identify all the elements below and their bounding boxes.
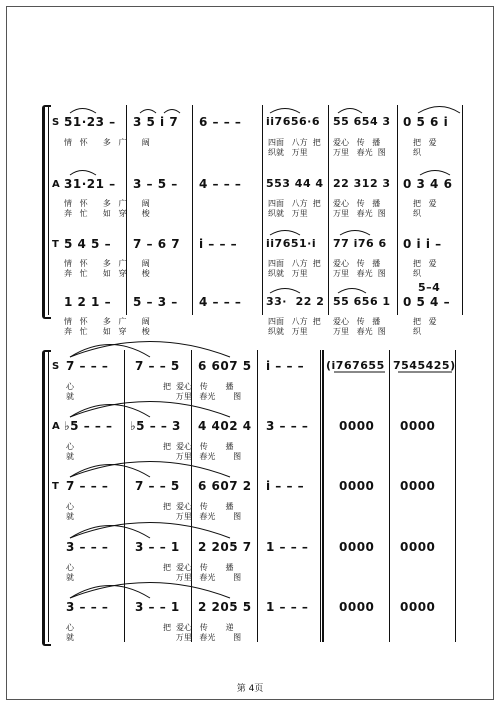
notes-t-m5: 77 i76 6 [333, 237, 387, 250]
notes-t-m2: 7 – 6 7 [133, 237, 181, 251]
lyric-t-4b: 织 [413, 269, 421, 278]
lyric-b-2: 四面 八方 把 [268, 317, 321, 326]
notes-s2-m6: 7545425) [393, 359, 456, 372]
slur [70, 171, 96, 176]
notes-a2-m6: 0000 [400, 419, 436, 433]
notes-t2-m5: 0000 [339, 479, 375, 493]
notes-b2-m1: 3 – – – [66, 540, 109, 554]
tie [70, 345, 150, 358]
lyric-t-1b: 奔 忙 如 穿 梭 [64, 269, 150, 278]
notes-b2-m5: 0000 [339, 540, 375, 554]
notes-t2-m1: 7 – – – [66, 479, 109, 493]
lyric-b-3b: 万里 春光 图 [333, 327, 386, 336]
lyric-s2-b: 就 万里 春光 图 [66, 392, 242, 401]
lyric-t2-a: 心 把 爱心 传 播 [66, 502, 234, 511]
notes-a2-m4: 3 – – – [266, 419, 309, 433]
tie [70, 342, 230, 358]
lyric-s-4: 把 爱 [413, 138, 437, 147]
notes-b3-m2: 3 – – 1 [135, 600, 180, 614]
tie [70, 402, 230, 418]
notes-a-m4: 553 44 4 [266, 177, 324, 190]
notes-b-m3: 4 – – – [199, 295, 242, 309]
lyric-s-2b: 织就 万里 [268, 148, 308, 157]
notes-b-m6: 0 5 4 – [403, 295, 451, 309]
notes-b2-m4: 1 – – – [266, 540, 309, 554]
lyric-s-3b: 万里 春光 图 [333, 148, 386, 157]
notes-s2-m4: i – – – [266, 359, 305, 373]
notes-b-m2: 5 – 3 – [133, 295, 178, 309]
lyric-t-2b: 织就 万里 [268, 269, 308, 278]
notes-b2-m2: 3 – – 1 [135, 540, 180, 554]
notes-s2-m3: 6 607 5 [198, 359, 252, 373]
slur [338, 289, 366, 294]
slur [70, 109, 96, 114]
lyric-a-2: 四面 八方 把 [268, 199, 321, 208]
lyric-b-1b: 奔 忙 如 穿 梭 [64, 327, 150, 336]
notes-s-m4: ii7656·6 [266, 115, 320, 128]
notes-t-m6: 0 i i – [403, 237, 442, 251]
notes-b-m4: 33· 22 2 [266, 295, 325, 308]
slur [270, 289, 300, 294]
notes-b-extra: 5–4 [418, 281, 441, 294]
notes-a2-m5: 0000 [339, 419, 375, 433]
lyric-s2-a: 心 把 爱心 传 播 [66, 382, 234, 391]
lyric-a2-a: 心 把 爱心 传 播 [66, 442, 234, 451]
notes-b2-m6: 0000 [400, 540, 436, 554]
notes-s-m5: 55 654 3 [333, 115, 391, 128]
part-label-s: S [52, 361, 60, 372]
notes-s-m3: 6 – – – [199, 115, 242, 129]
part-label-t: T [52, 481, 59, 492]
notes-t-m3: i – – – [199, 237, 238, 251]
part-label-s: S [52, 117, 60, 128]
lyric-a-2b: 织就 万里 [268, 209, 308, 218]
lyric-t-1: 情 怀 多 广 阔 [64, 259, 150, 268]
notes-t-m4: ii7651·i [266, 237, 317, 250]
lyric-b-2b: 织就 万里 [268, 327, 308, 336]
notes-a-m1: 31·21 – [64, 177, 116, 191]
notes-b3-m5: 0000 [339, 600, 375, 614]
lyric-t-2: 四面 八方 把 [268, 259, 321, 268]
notes-t-m1: 5 4 5 – [64, 237, 112, 251]
lyric-a2-b: 就 万里 春光 图 [66, 452, 242, 461]
lyric-t-3: 爱心 传 播 [333, 259, 381, 268]
slur [140, 110, 156, 114]
lyric-b2-a: 心 把 爱心 传 播 [66, 563, 234, 572]
notes-t2-m2: 7 – – 5 [135, 479, 180, 493]
notes-b3-m1: 3 – – – [66, 600, 109, 614]
lyric-b-4b: 织 [413, 327, 421, 336]
lyric-b3-b: 就 万里 春光 图 [66, 633, 242, 642]
lyric-t-3b: 万里 春光 图 [333, 269, 386, 278]
tie [70, 405, 150, 418]
lyric-a-4b: 织 [413, 209, 421, 218]
notes-t2-m4: i – – – [266, 479, 305, 493]
notes-b-m5: 55 656 1 [333, 295, 391, 308]
lyric-b2-b: 就 万里 春光 图 [66, 573, 242, 582]
notes-a-m2: 3 – 5 – [133, 177, 178, 191]
lyric-s-2: 四面 八方 把 [268, 138, 321, 147]
tie [70, 526, 150, 539]
notes-t2-m6: 0000 [400, 479, 436, 493]
lyric-t-4: 把 爱 [413, 259, 437, 268]
tie [70, 586, 150, 599]
slur [270, 109, 300, 114]
tie [70, 523, 230, 539]
notes-a2-m3: 4 402 4 [198, 419, 252, 433]
notes-b3-m6: 0000 [400, 600, 436, 614]
notes-a-m6: 0 3 4 6 [403, 177, 453, 191]
lyric-t2-b: 就 万里 春光 图 [66, 512, 242, 521]
lyric-a-1b: 奔 忙 如 穿 梭 [64, 209, 150, 218]
slur [338, 109, 362, 114]
lyric-a-3b: 万里 春光 图 [333, 209, 386, 218]
lyric-s-3: 爱心 传 播 [333, 138, 381, 147]
notes-a2-m2: ♭5 – – 3 [130, 419, 181, 433]
lyric-a-1: 情 怀 多 广 阔 [64, 199, 150, 208]
notes-s2-m5: (i767655 [326, 359, 385, 372]
lyric-b-4: 把 爱 [413, 317, 437, 326]
slur [340, 231, 370, 236]
lyric-s-1: 情 怀 多 广 阔 [64, 138, 150, 147]
lyric-a-3: 爱心 传 播 [333, 199, 381, 208]
lyric-b-1: 情 怀 多 广 阔 [64, 317, 150, 326]
slur [420, 171, 450, 176]
notes-s-m2: 3 5 i 7 [133, 115, 179, 129]
page-number: 第 4页 [236, 684, 264, 694]
lyric-b-3: 爱心 传 播 [333, 317, 381, 326]
notes-a2-m1: ♭5 – – – [64, 419, 113, 433]
part-label-a: A [52, 179, 60, 190]
notes-a-m5: 22 312 3 [333, 177, 391, 190]
notes-s2-m2: 7 – – 5 [135, 359, 180, 373]
notes-t2-m3: 6 607 2 [198, 479, 252, 493]
tie [70, 465, 150, 478]
notes-s2-m1: 7 – – – [66, 359, 109, 373]
notes-b3-m4: 1 – – – [266, 600, 309, 614]
slur [418, 107, 460, 114]
slur [270, 231, 300, 236]
lyric-b3-a: 心 把 爱心 传 递 [66, 623, 234, 632]
slur [164, 110, 180, 114]
notes-b2-m3: 2 205 7 [198, 540, 252, 554]
tie [70, 583, 230, 599]
lyric-s-4b: 织 [413, 148, 421, 157]
notes-b3-m3: 2 205 5 [198, 600, 252, 614]
notes-s-m6: 0 5 6 i [403, 115, 449, 129]
lyric-a-4: 把 爱 [413, 199, 437, 208]
notes-s-m1: 51·23 – [64, 115, 116, 129]
part-label-t: T [52, 239, 59, 250]
part-label-a: A [52, 421, 60, 432]
tie [70, 462, 230, 478]
notes-b-m1: 1 2 1 – [64, 295, 112, 309]
notes-a-m3: 4 – – – [199, 177, 242, 191]
